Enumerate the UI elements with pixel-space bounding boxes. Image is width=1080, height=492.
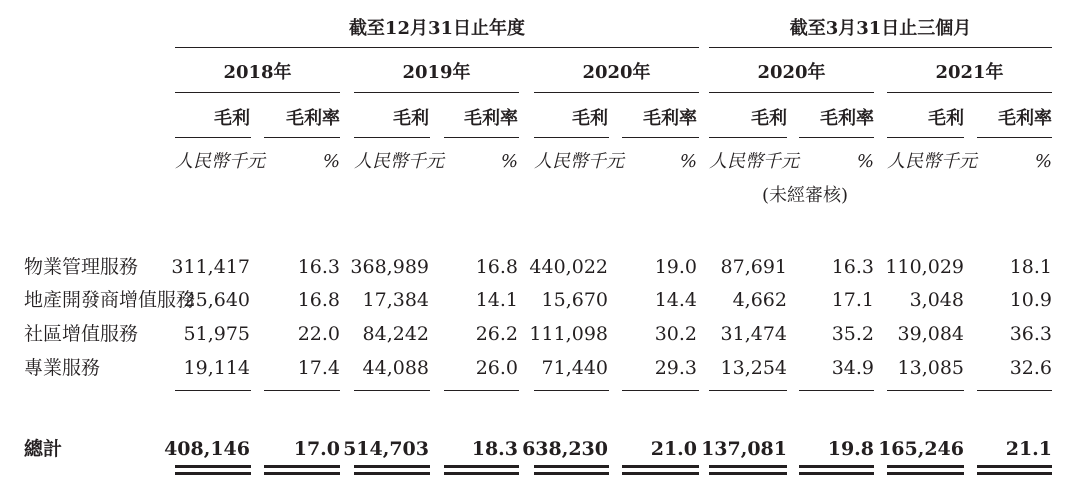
- col-gross-profit: 毛利: [572, 108, 608, 129]
- year-header: 2021年: [935, 62, 1004, 83]
- table-row-cell: 19.0: [654, 256, 697, 278]
- total-row-cell: 18.3: [471, 438, 518, 460]
- unit-rmb-thousand: 人民幣千元: [709, 151, 799, 172]
- table-row-cell: 110,029: [885, 256, 964, 278]
- double-underline-bar: [175, 472, 251, 475]
- col-gross-profit: 毛利: [928, 108, 964, 129]
- header-underline-quarter: [709, 47, 1052, 48]
- year-header: 2019年: [402, 62, 471, 83]
- double-underline-bar: [799, 472, 874, 475]
- table-row-cell: 26.2: [475, 323, 518, 345]
- col-gross-margin: 毛利率: [286, 108, 340, 129]
- table-row-label: 專業服務: [24, 357, 101, 379]
- double-underline-bar: [175, 465, 251, 468]
- table-row-cell: 311,417: [171, 256, 250, 278]
- total-row-cell: 408,146: [164, 438, 250, 460]
- total-rule: [887, 390, 964, 391]
- col-gross-profit: 毛利: [214, 108, 250, 129]
- unit-percent: %: [322, 151, 340, 172]
- col-underline: [799, 137, 874, 138]
- table-row-cell: 10.9: [1009, 289, 1052, 311]
- table-row-cell: 39,084: [897, 323, 964, 345]
- col-underline: [264, 137, 340, 138]
- col-gross-margin: 毛利率: [464, 108, 518, 129]
- total-rule: [534, 390, 609, 391]
- double-underline-bar: [709, 472, 787, 475]
- unit-percent: %: [856, 151, 874, 172]
- double-underline-bar: [354, 472, 430, 475]
- col-underline: [709, 137, 787, 138]
- year-header: 2020年: [582, 62, 651, 83]
- year-header: 2020年: [757, 62, 826, 83]
- table-row-cell: 30.2: [654, 323, 697, 345]
- table-row-label: 地產開發商增值服務: [24, 289, 196, 311]
- table-row-cell: 4,662: [732, 289, 787, 311]
- unit-percent: %: [500, 151, 518, 172]
- unit-percent: %: [679, 151, 697, 172]
- table-row-cell: 44,088: [362, 357, 429, 379]
- double-underline-bar: [799, 465, 874, 468]
- header-period-quarter: 截至3月31日止三個月: [789, 18, 972, 39]
- col-underline: [622, 137, 699, 138]
- double-underline-bar: [709, 465, 787, 468]
- table-row-cell: 17.1: [831, 289, 874, 311]
- double-underline-bar: [977, 472, 1052, 475]
- table-row-cell: 17.4: [297, 357, 340, 379]
- table-row-cell: 111,098: [529, 323, 608, 345]
- total-row-cell: 21.1: [1005, 438, 1052, 460]
- table-row-cell: 35.2: [831, 323, 874, 345]
- table-row-cell: 32.6: [1009, 357, 1052, 379]
- col-underline: [444, 137, 519, 138]
- double-underline-bar: [444, 472, 519, 475]
- table-row-cell: 34.9: [831, 357, 874, 379]
- total-row-cell: 514,703: [343, 438, 429, 460]
- year-header: 2018年: [223, 62, 292, 83]
- double-underline-bar: [977, 465, 1052, 468]
- col-underline: [175, 137, 251, 138]
- table-row-cell: 14.4: [654, 289, 697, 311]
- table-row-cell: 51,975: [183, 323, 250, 345]
- total-rule: [354, 390, 430, 391]
- double-underline-bar: [622, 465, 699, 468]
- header-period-year: 截至12月31日止年度: [348, 18, 526, 39]
- total-rule: [799, 390, 874, 391]
- col-gross-profit: 毛利: [393, 108, 429, 129]
- table-row-cell: 368,989: [350, 256, 429, 278]
- unaudited-note: (未經審核): [761, 185, 849, 206]
- col-gross-profit: 毛利: [751, 108, 787, 129]
- table-row-cell: 29.3: [654, 357, 697, 379]
- unit-rmb-thousand: 人民幣千元: [175, 151, 265, 172]
- table-row-cell: 36.3: [1009, 323, 1052, 345]
- total-row-cell: 137,081: [701, 438, 787, 460]
- table-row-cell: 22.0: [297, 323, 340, 345]
- col-underline: [354, 137, 430, 138]
- unit-rmb-thousand: 人民幣千元: [354, 151, 444, 172]
- double-underline-bar: [887, 465, 964, 468]
- year-underline: [354, 92, 519, 93]
- table-row-cell: 13,254: [720, 357, 787, 379]
- table-row-cell: 26.0: [475, 357, 518, 379]
- table-row-cell: 16.3: [297, 256, 340, 278]
- table-row-cell: 3,048: [909, 289, 964, 311]
- col-gross-margin: 毛利率: [998, 108, 1052, 129]
- double-underline-bar: [534, 472, 609, 475]
- col-gross-margin: 毛利率: [643, 108, 697, 129]
- table-row-cell: 84,242: [362, 323, 429, 345]
- table-row-cell: 16.8: [297, 289, 340, 311]
- year-underline: [709, 92, 874, 93]
- unit-rmb-thousand: 人民幣千元: [887, 151, 977, 172]
- table-row-cell: 15,670: [541, 289, 608, 311]
- col-gross-margin: 毛利率: [820, 108, 874, 129]
- double-underline-bar: [444, 465, 519, 468]
- double-underline-bar: [887, 472, 964, 475]
- table-row-label: 物業管理服務: [24, 256, 139, 278]
- table-row-cell: 14.1: [475, 289, 518, 311]
- table-row-cell: 17,384: [362, 289, 429, 311]
- total-row-cell: 17.0: [293, 438, 340, 460]
- year-underline: [175, 92, 340, 93]
- total-rule: [709, 390, 787, 391]
- table-row-cell: 31,474: [720, 323, 787, 345]
- total-rule: [622, 390, 699, 391]
- double-underline-bar: [534, 465, 609, 468]
- col-underline: [977, 137, 1052, 138]
- total-row-label: 總計: [24, 438, 63, 460]
- table-row-cell: 16.8: [475, 256, 518, 278]
- table-row-cell: 16.3: [831, 256, 874, 278]
- table-row-label: 社區增值服務: [24, 323, 139, 345]
- table-row-cell: 440,022: [529, 256, 608, 278]
- total-row-cell: 638,230: [522, 438, 608, 460]
- unit-rmb-thousand: 人民幣千元: [534, 151, 624, 172]
- table-row-cell: 71,440: [541, 357, 608, 379]
- total-rule: [977, 390, 1052, 391]
- total-rule: [175, 390, 251, 391]
- total-rule: [264, 390, 340, 391]
- total-row-cell: 165,246: [878, 438, 964, 460]
- header-underline-year: [175, 47, 699, 48]
- year-underline: [534, 92, 699, 93]
- unit-percent: %: [1034, 151, 1052, 172]
- col-underline: [534, 137, 609, 138]
- double-underline-bar: [264, 465, 340, 468]
- table-row-cell: 87,691: [720, 256, 787, 278]
- total-rule: [444, 390, 519, 391]
- col-underline: [887, 137, 964, 138]
- total-row-cell: 21.0: [650, 438, 697, 460]
- double-underline-bar: [354, 465, 430, 468]
- table-row-cell: 19,114: [183, 357, 250, 379]
- table-row-cell: 18.1: [1009, 256, 1052, 278]
- total-row-cell: 19.8: [827, 438, 874, 460]
- double-underline-bar: [264, 472, 340, 475]
- table-row-cell: 25,640: [183, 289, 250, 311]
- year-underline: [887, 92, 1052, 93]
- double-underline-bar: [622, 472, 699, 475]
- table-row-cell: 13,085: [897, 357, 964, 379]
